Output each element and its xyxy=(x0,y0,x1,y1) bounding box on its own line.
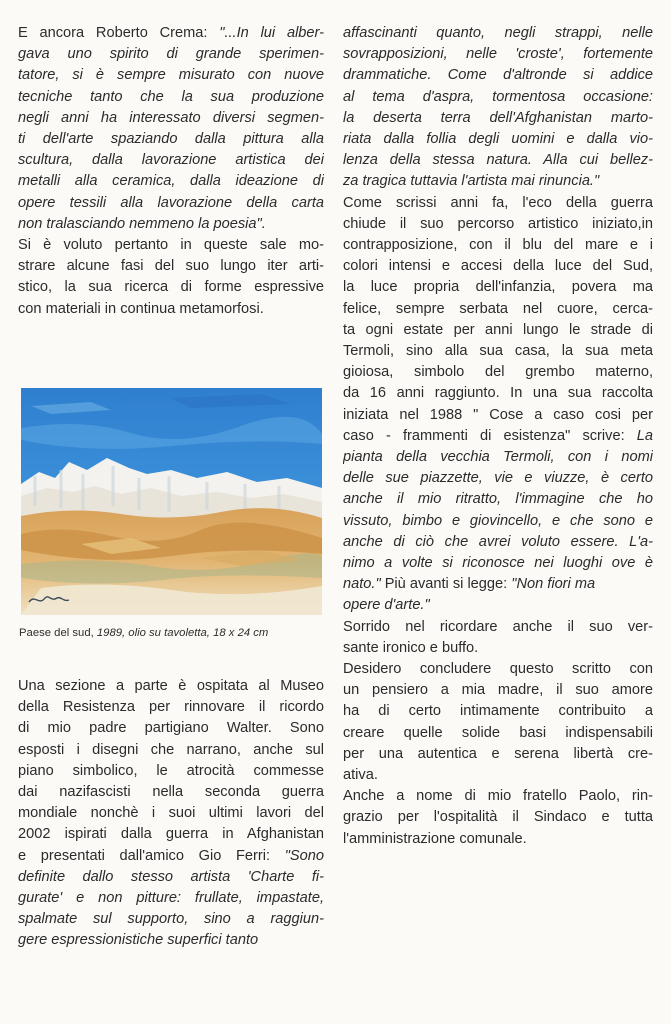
text-line xyxy=(343,744,653,764)
caption-title: Paese del sud, xyxy=(19,627,97,639)
text-line xyxy=(18,867,324,887)
text-line xyxy=(18,824,324,844)
text-line xyxy=(18,150,324,170)
text-line xyxy=(18,697,324,717)
text-span: caso - frammenti di esistenza" scrive: xyxy=(343,427,637,444)
text-span: e presentati dall'amico Gio Ferri: xyxy=(18,847,285,864)
text-span: felice, sempre serbata nel cuore, cerca- xyxy=(343,300,653,317)
text-span: Come scrissi anni fa, l'eco della guerra xyxy=(343,194,653,211)
text-span: un pensiero a mia madre, il suo amore xyxy=(343,682,653,699)
text-line xyxy=(343,617,653,637)
text-line xyxy=(18,108,324,128)
text-line xyxy=(343,214,653,234)
text-line xyxy=(18,846,324,866)
text-span: ativa. xyxy=(343,767,378,783)
text-line xyxy=(343,108,653,128)
text-line xyxy=(343,511,653,531)
text-line xyxy=(343,383,653,403)
text-span: con materiali in continua metamorfosi. xyxy=(18,300,264,317)
text-span: mondiale nonchè i suoi ultimi lavori del xyxy=(18,805,324,822)
text-line xyxy=(343,171,653,191)
text-line xyxy=(343,786,653,806)
italic-span: al tema d'aspra, tormentosa occasione: xyxy=(343,88,653,105)
text-line xyxy=(343,320,653,340)
text-line xyxy=(343,235,653,255)
text-line xyxy=(343,595,653,615)
text-line xyxy=(343,447,653,467)
italic-span: gere espressionistiche superfici tanto xyxy=(18,932,259,949)
text-span: colori intensi e accesi della luce del Sud, xyxy=(343,258,653,275)
caption-detail: 1989, olio su tavoletta, 18 x 24 cm xyxy=(96,627,269,639)
italic-span: ti dell'arte spaziando dalla pittura alla xyxy=(18,131,324,147)
text-span: stico, la sua ricerca di forme espressive xyxy=(18,279,324,296)
text-line xyxy=(18,676,324,696)
italic-span: vissuto, bimbo e giovincello, e che sono e xyxy=(343,512,653,529)
italic-span: anche il mio ritratto, l'immagine che ho xyxy=(343,491,653,508)
text-span: ta ogni estate per anni lungo le strade di xyxy=(343,321,653,338)
text-line xyxy=(343,150,653,170)
text-line xyxy=(18,740,324,760)
italic-span: la deserta terra dell'Afghanistan marto- xyxy=(343,109,653,126)
text-line xyxy=(343,723,653,743)
text-span: gioiosa, simbolo del grembo materno, xyxy=(343,364,653,381)
text-span: iniziata nel 1988 " Cose a caso cosi per xyxy=(343,406,653,423)
text-span: ha di certo intimamente contribuito a xyxy=(343,703,653,720)
text-line xyxy=(18,171,324,191)
text-span: da 16 anni raggiunto. In una sua raccolta xyxy=(343,385,653,402)
text-line xyxy=(18,23,324,43)
text-line xyxy=(343,532,653,552)
italic-span: "Non fiori ma xyxy=(511,576,596,593)
text-line xyxy=(343,405,653,425)
text-line xyxy=(18,299,324,319)
italic-span: negli anni ha interessato diversi segmen- xyxy=(18,109,324,126)
text-line xyxy=(343,659,653,679)
text-line xyxy=(18,44,324,64)
text-span: Desidero concludere questo scritto con xyxy=(343,661,653,677)
text-line xyxy=(18,235,324,255)
text-span: sante ironico e buffo. xyxy=(343,639,479,656)
text-line xyxy=(343,129,653,149)
text-line xyxy=(343,87,653,107)
text-line xyxy=(18,888,324,908)
text-span: strare alcune fasi del suo lungo iter arti- xyxy=(18,258,324,275)
text-span: dai nazifascisti nella seconda guerra xyxy=(18,784,324,800)
text-span: piano simbolico, le atrocità commesse xyxy=(18,762,324,779)
italic-span: za tragica tuttavia l'artista mai rinuncia." xyxy=(343,173,600,190)
italic-span: gurate' e non pitture: frullate, impastate, xyxy=(18,890,324,906)
text-line xyxy=(18,803,324,823)
text-span: Si è voluto pertanto in queste sale mo- xyxy=(18,237,324,253)
italic-span: lenza della stessa natura. Alla cui bellez- xyxy=(343,152,653,169)
text-line xyxy=(18,930,324,950)
text-line xyxy=(18,277,324,297)
text-line xyxy=(18,909,324,929)
text-line xyxy=(343,468,653,488)
italic-span: riata dalla follia degli uomini e dalla vio- xyxy=(343,131,653,147)
text-line xyxy=(343,341,653,361)
text-line xyxy=(18,65,324,85)
text-line xyxy=(343,256,653,276)
italic-span: scultura, dalla lavorazione artistica dei xyxy=(18,152,324,169)
text-span: l'amministrazione comunale. xyxy=(343,830,527,847)
text-span: contrapposizione, con il blu del mare e i xyxy=(343,237,653,253)
italic-span: sovrapposizioni, nelle 'croste', fortemente xyxy=(343,46,653,63)
painting-image xyxy=(21,388,322,615)
text-span: grazio per l'ospitalità il Sindaco e tutta xyxy=(343,809,653,826)
italic-span: tatore, si è sempre misurato con nuove xyxy=(18,67,324,84)
italic-span: affascinanti quanto, negli strappi, nelle xyxy=(343,25,653,41)
text-line xyxy=(343,680,653,700)
text-span: chiude il suo percorso artistico iniziato,in xyxy=(343,215,653,232)
italic-span: nato." xyxy=(343,576,385,593)
text-span: Sorrido nel ricordare anche il suo ver- xyxy=(343,618,653,635)
text-line xyxy=(18,214,324,234)
text-span: esposti i disegni che narrano, anche sul xyxy=(18,741,324,758)
text-span: Una sezione a parte è ospitata al Museo xyxy=(18,678,324,694)
text-line xyxy=(343,829,653,849)
italic-span: nimo a volte si riconosce nei luoghi ove è xyxy=(343,555,653,571)
text-span: la luce propria dell'infanzia, povera ma xyxy=(343,279,653,296)
text-line xyxy=(343,426,653,446)
text-span: della Resistenza per rinnovare il ricordo xyxy=(18,699,324,716)
italic-span: opere d'arte." xyxy=(343,597,430,614)
italic-span: metalli alla ceramica, dalla ideazione di xyxy=(18,173,324,190)
text-span: creare quelle solide basi indispensabili xyxy=(343,724,653,741)
text-line xyxy=(343,23,653,43)
text-line xyxy=(343,299,653,319)
text-line xyxy=(18,761,324,781)
text-line xyxy=(18,782,324,802)
painting-svg xyxy=(21,388,322,615)
italic-span: spalmate sul supporto, sino a raggiun- xyxy=(18,911,324,928)
text-line xyxy=(343,765,653,785)
text-span: 2002 ispirati dalla guerra in Afghanistan xyxy=(18,826,324,843)
text-span: E ancora Roberto Crema: xyxy=(18,25,220,41)
italic-span: pianta della vecchia Termoli, con i nomi xyxy=(343,449,653,465)
text-line xyxy=(343,193,653,213)
painting-caption xyxy=(19,625,324,641)
text-span: Anche a nome di mio fratello Paolo, rin- xyxy=(343,788,653,805)
italic-span: "...In lui alber- xyxy=(219,25,324,41)
italic-span: anche di ciò che avrei voluto essere. L'a- xyxy=(343,533,653,550)
italic-span: "Sono xyxy=(284,847,324,864)
text-line xyxy=(343,489,653,509)
italic-span: non tralasciando nemmeno la poesia". xyxy=(18,215,266,232)
text-line xyxy=(343,574,653,594)
italic-span: delle sue piazzette, vie e viuzze, è certo xyxy=(343,470,653,487)
text-line xyxy=(18,256,324,276)
text-span: per una autentica e serena libertà cre- xyxy=(343,745,653,762)
italic-span: La xyxy=(636,427,653,444)
text-line xyxy=(343,553,653,573)
text-line xyxy=(343,277,653,297)
text-line xyxy=(18,87,324,107)
italic-span: opere tessili alla lavorazione della carta xyxy=(18,194,324,211)
italic-span: drammatiche. Come d'altronde si addice xyxy=(343,67,653,84)
text-line xyxy=(343,701,653,721)
italic-span: tecniche tanto che la sua produzione xyxy=(18,88,324,105)
text-line xyxy=(343,638,653,658)
text-span: Più avanti si legge: xyxy=(384,576,512,593)
text-span: Termoli, sino alla sua casa, la sua meta xyxy=(343,343,653,359)
text-line xyxy=(343,362,653,382)
italic-span: definite dallo stesso artista 'Charte fi- xyxy=(18,868,324,885)
text-line xyxy=(343,65,653,85)
text-line xyxy=(343,44,653,64)
text-line xyxy=(18,718,324,738)
text-line xyxy=(18,193,324,213)
text-line xyxy=(343,807,653,827)
text-line xyxy=(18,129,324,149)
text-span: di mio padre partigiano Walter. Sono xyxy=(18,720,324,737)
italic-span: gava uno spirito di grande sperimen- xyxy=(18,46,324,63)
